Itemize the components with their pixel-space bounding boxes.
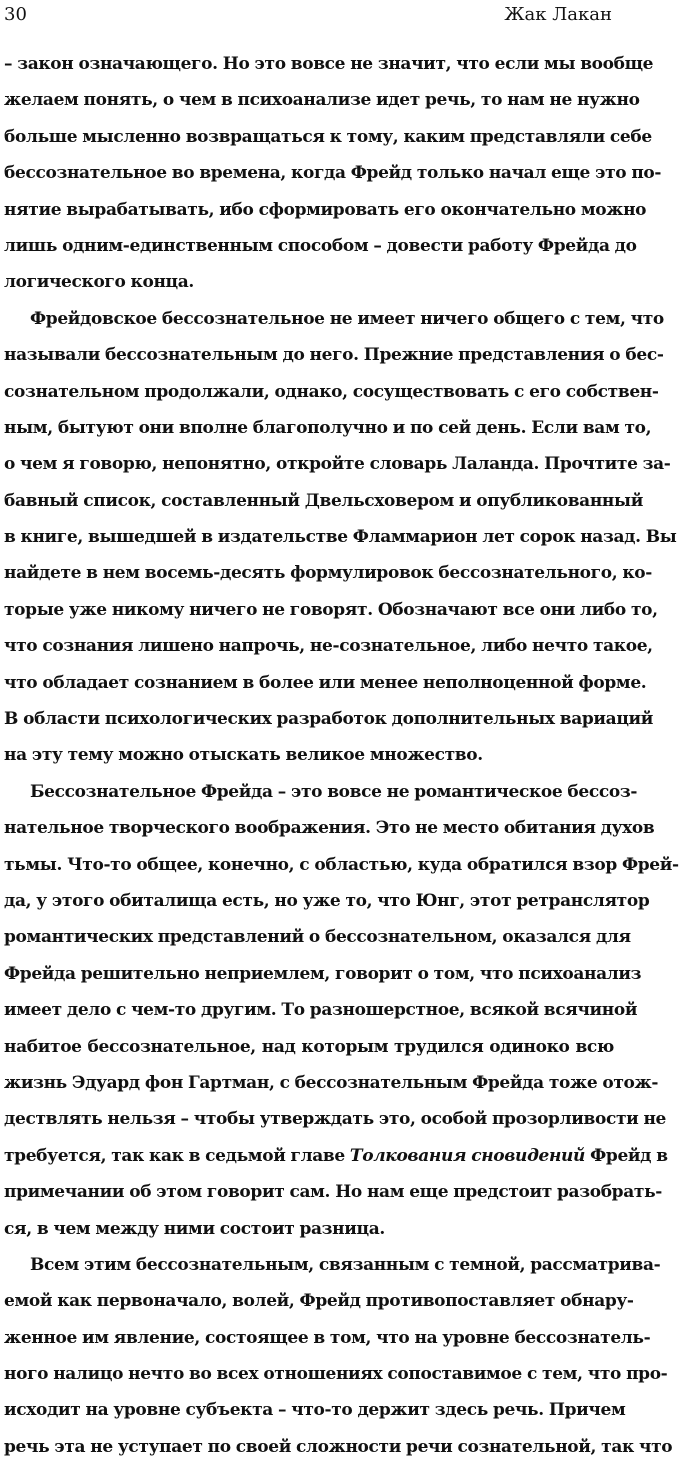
page-number: 30 [4, 4, 27, 25]
text-line: В области психологических разработок дополнительных вариаций [4, 709, 654, 730]
text-line: женное им явление, состоящее в том, что на уровне бессознатель- [4, 1327, 651, 1348]
text-line: исходит на уровне субъекта – что-то держит здесь речь. Причем [4, 1400, 626, 1421]
text-line: речь эта не уступает по своей сложности речи сознательной, так что [4, 1436, 673, 1457]
running-title: Жак Лакан [504, 4, 612, 25]
text-line: да, у этого обиталища есть, но уже то, что Юнг, этот ретранслятор [4, 890, 650, 911]
text-line: найдете в нем восемь-десять формулировок бессознательного, ко- [4, 563, 652, 584]
text-line: ным, бытуют они вполне благополучно и по сей день. Если вам то, [4, 417, 652, 438]
text-line: что сознания лишено напрочь, не-сознательное, либо нечто такое, [4, 636, 653, 657]
text-line: тьмы. Что-то общее, конечно, с областью, куда обратился взор Фрей- [4, 854, 679, 875]
text-line: примечании об этом говорит сам. Но нам еще предстоит разобрать- [4, 1182, 662, 1203]
text-line: ного налицо нечто во всех отношениях сопоставимое с тем, что про- [4, 1364, 668, 1385]
text-line: логического конца. [4, 272, 195, 293]
text-line: бессознательное во времена, когда Фрейд только начал еще это по- [4, 163, 662, 184]
text-line: лишь одним-единственным способом – довести работу Фрейда до [4, 235, 637, 256]
text-line: романтических представлений о бессознательном, оказался для [4, 927, 631, 948]
running-head [4, 2, 612, 28]
text-line: на эту тему можно отыскать великое множество. [4, 745, 483, 766]
text-line: о чем я говорю, непонятно, откройте словарь Лаланда. Прочтите за- [4, 454, 671, 475]
text-line: Фрейдовское бессознательное не имеет ничего общего с тем, что [30, 308, 664, 329]
text-line: Всем этим бессознательным, связанным с темной, рассматрива- [30, 1254, 661, 1275]
text-line-with-italic [4, 1138, 668, 1174]
text-line: называли бессознательным до него. Прежние представления о бес- [4, 345, 664, 366]
text-line: больше мысленно возвращаться к тому, каким представляли себе [4, 126, 652, 147]
text-fragment: Фрейд в [585, 1145, 668, 1166]
text-line: набитое бессознательное, над которым трудился одиноко всю [4, 1036, 614, 1057]
italic-book-title: Толкования сновидений [349, 1145, 586, 1166]
text-line: торые уже никому ничего не говорят. Обозначают все они либо то, [4, 599, 658, 620]
text-line: нательное творческого воображения. Это не место обитания духов [4, 818, 655, 839]
text-line: нятие вырабатывать, ибо сформировать его окончательно можно [4, 199, 647, 220]
text-line: Бессознательное Фрейда – это вовсе не романтическое бессоз- [30, 781, 638, 802]
text-line: сознательном продолжали, однако, сосуществовать с его собствен- [4, 381, 659, 402]
text-line: жизнь Эдуард фон Гартман, с бессознательным Фрейда тоже отож- [4, 1072, 659, 1093]
text-line: Фрейда решительно неприемлем, говорит о том, что психоанализ [4, 963, 642, 984]
text-line: что обладает сознанием в более или менее неполноценной форме. [4, 672, 647, 693]
text-line: в книге, вышедшей в издательстве Фламмарион лет сорок назад. Вы [4, 527, 677, 548]
body-text [4, 46, 679, 1465]
text-line: бавный список, составленный Двельсховером и опубликованный [4, 490, 643, 511]
text-line: желаем понять, о чем в психоанализе идет речь, то нам не нужно [4, 90, 640, 111]
text-line: емой как первоначало, волей, Фрейд противопоставляет обнару- [4, 1291, 634, 1312]
text-line: имеет дело с чем-то другим. То разношерстное, всякой всячиной [4, 1000, 638, 1021]
text-line: – закон означающего. Но это вовсе не значит, что если мы вообще [4, 54, 654, 74]
text-fragment: требуется, так как в седьмой главе [4, 1145, 350, 1166]
text-line: ся, в чем между ними состоит разница. [4, 1218, 385, 1239]
text-line: дествлять нельзя – чтобы утверждать это, особой прозорливости не [4, 1109, 667, 1130]
